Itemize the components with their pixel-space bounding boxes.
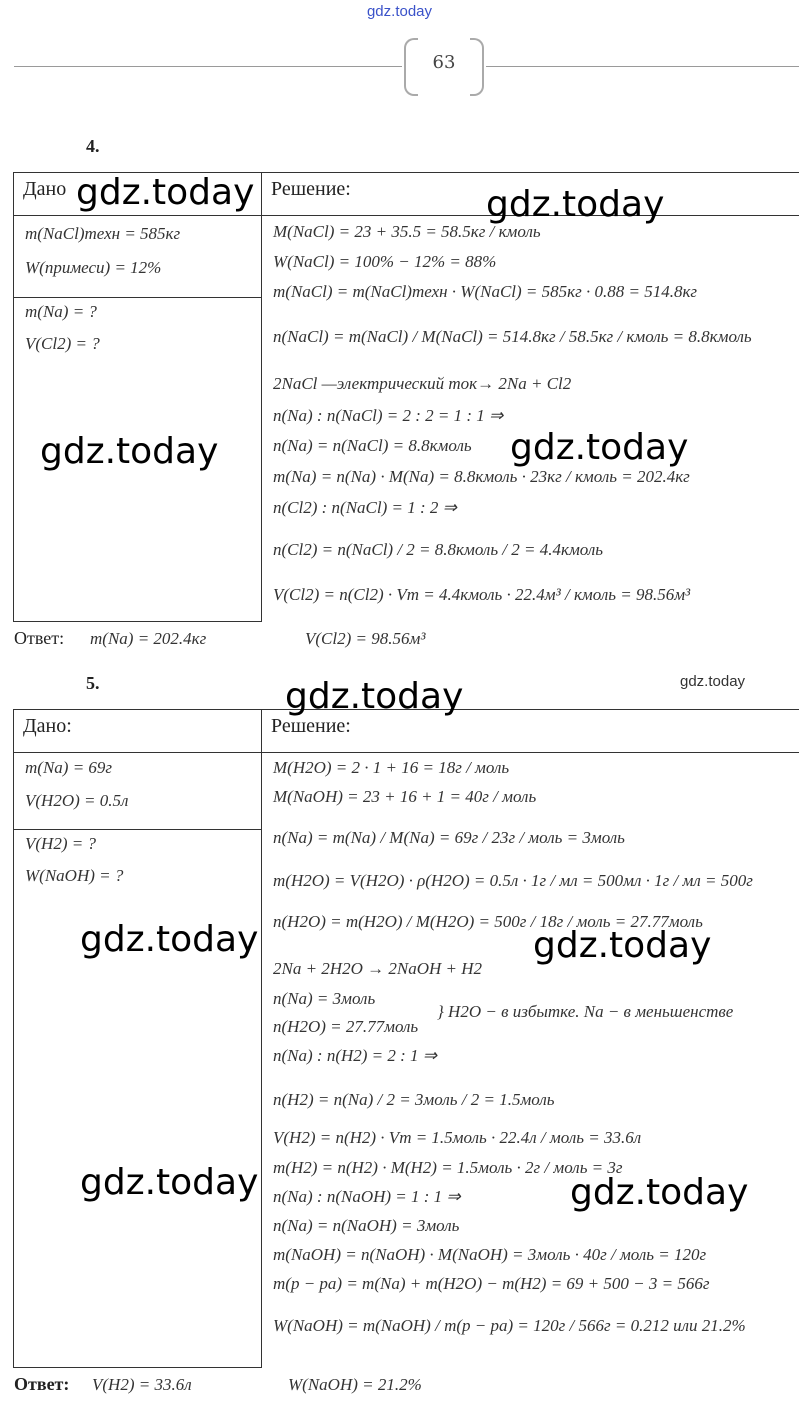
watermark-text: gdz.today <box>285 676 464 717</box>
problem-5-step: M(NaOH) = 23 + 16 + 1 = 40г / моль <box>273 787 537 806</box>
problem-4-step: W(NaCl) = 100% − 12% = 88% <box>273 252 497 271</box>
problem-4-step: n(NaCl) = m(NaCl) / M(NaCl) = 514.8кг / 58.5кг / кмоль = 8.8кмоль <box>273 327 752 346</box>
problem-4-step: 2NaCl —электрический ток→ 2Na + Cl2 <box>273 374 572 393</box>
problem-5-answer-1: V(H2) = 33.6л <box>92 1375 192 1394</box>
problem-5-number: 5. <box>86 673 100 693</box>
site-header-link[interactable]: gdz.today <box>366 3 433 20</box>
problem-5-step: 2Na + 2H2O → 2NaOH + H2 <box>273 959 483 978</box>
problem-5-step: n(H2O) = 27.77моль <box>273 1017 419 1036</box>
problem-5-step: m(р − ра) = m(Na) + m(H2O) − m(H2) = 69 + 500 − 3 = 566г <box>273 1274 710 1293</box>
problem-5-step: m(H2) = n(H2) · M(H2) = 1.5моль · 2г / моль = 3г <box>273 1158 623 1177</box>
watermark-text: gdz.today <box>486 184 665 225</box>
problem-5-given-item: m(Na) = 69г <box>25 758 113 777</box>
problem-5-step: } H2O − в избытке. Na − в меньшенстве <box>437 1002 734 1021</box>
problem-5-step: m(H2O) = V(H2O) · ρ(H2O) = 0.5л · 1г / мл = 500мл · 1г / мл = 500г <box>273 871 753 890</box>
problem-4-given-item: W(примеси) = 12% <box>25 258 162 277</box>
watermark-text: gdz.today <box>510 427 689 468</box>
problem-5-step: n(Na) = m(Na) / M(Na) = 69г / 23г / моль = 3моль <box>273 828 625 847</box>
problem-4-given-item: m(NaCl)техн = 585кг <box>25 224 181 243</box>
watermark-text: gdz.today <box>40 431 219 472</box>
problem-5-step: n(Na) = n(NaOH) = 3моль <box>273 1216 460 1235</box>
watermark-text: gdz.today <box>80 919 259 960</box>
page-number: 63 <box>432 52 456 73</box>
header-rule-left <box>14 66 402 67</box>
problem-5-answer-2: W(NaOH) = 21.2% <box>288 1375 422 1394</box>
problem-5-solution-label: Решение: <box>271 715 351 737</box>
watermark-text: gdz.today <box>76 172 255 213</box>
problem-4-step: n(Cl2) = n(NaCl) / 2 = 8.8кмоль / 2 = 4.4кмоль <box>273 540 604 559</box>
problem-4-answer-label: Ответ: <box>14 628 65 648</box>
watermark-text: gdz.today <box>80 1162 259 1203</box>
problem-5-step: V(H2) = n(H2) · Vm = 1.5моль · 22.4л / моль = 33.6л <box>273 1128 642 1147</box>
watermark-text: gdz.today <box>533 925 712 966</box>
problem-4-answer-1: m(Na) = 202.4кг <box>90 629 207 648</box>
problem-4-given-label: Дано <box>23 178 67 200</box>
problem-5-step: W(NaOH) = m(NaOH) / m(р − ра) = 120г / 566г = 0.212 или 21.2% <box>273 1316 746 1335</box>
problem-4-step: m(Na) = n(Na) · M(Na) = 8.8кмоль · 23кг / кмоль = 202.4кг <box>273 467 690 486</box>
watermark-text: gdz.today <box>570 1172 749 1213</box>
page-number-box <box>404 38 484 94</box>
problem-4-find-item: m(Na) = ? <box>25 302 97 321</box>
problem-4-find-item: V(Cl2) = ? <box>25 334 100 353</box>
problem-5-step: n(Na) : n(H2) = 2 : 1 ⇒ <box>273 1046 438 1065</box>
problem-4-number: 4. <box>86 136 100 156</box>
problem-5-step: n(H2O) = m(H2O) / M(H2O) = 500г / 18г / моль = 27.77моль <box>273 912 703 931</box>
problem-5-step: n(Na) = 3моль <box>273 989 376 1008</box>
problem-5-find-item: W(NaOH) = ? <box>25 866 124 885</box>
problem-5-given-item: V(H2O) = 0.5л <box>25 791 129 810</box>
problem-5-given-label: Дано: <box>23 715 72 737</box>
problem-5-step: M(H2O) = 2 · 1 + 16 = 18г / моль <box>273 758 510 777</box>
problem-4-step: m(NaCl) = m(NaCl)техн · W(NaCl) = 585кг · 0.88 = 514.8кг <box>273 282 698 301</box>
problem-5-find-item: V(H2) = ? <box>25 834 96 853</box>
problem-4-step: M(NaCl) = 23 + 35.5 = 58.5кг / кмоль <box>273 222 541 241</box>
problem-4-step: n(Na) : n(NaCl) = 2 : 2 = 1 : 1 ⇒ <box>273 406 504 425</box>
problem-4-solution-label: Решение: <box>271 178 351 200</box>
header-rule-right <box>486 66 799 67</box>
problem-4-answer-2: V(Cl2) = 98.56м³ <box>305 629 426 648</box>
problem-4-step: n(Na) = n(NaCl) = 8.8кмоль <box>273 436 472 455</box>
problem-5-step: m(NaOH) = n(NaOH) · M(NaOH) = 3моль · 40г / моль = 120г <box>273 1245 707 1264</box>
problem-4-step: V(Cl2) = n(Cl2) · Vm = 4.4кмоль · 22.4м³ / кмоль = 98.56м³ <box>273 585 691 604</box>
problem-5-step: n(Na) : n(NaOH) = 1 : 1 ⇒ <box>273 1187 461 1206</box>
problem-5-step: n(H2) = n(Na) / 2 = 3моль / 2 = 1.5моль <box>273 1090 555 1109</box>
problem-4-step: n(Cl2) : n(NaCl) = 1 : 2 ⇒ <box>273 498 457 517</box>
watermark-text-small: gdz.today <box>680 673 746 690</box>
problem-5-answer-label: Ответ: <box>14 1374 70 1394</box>
